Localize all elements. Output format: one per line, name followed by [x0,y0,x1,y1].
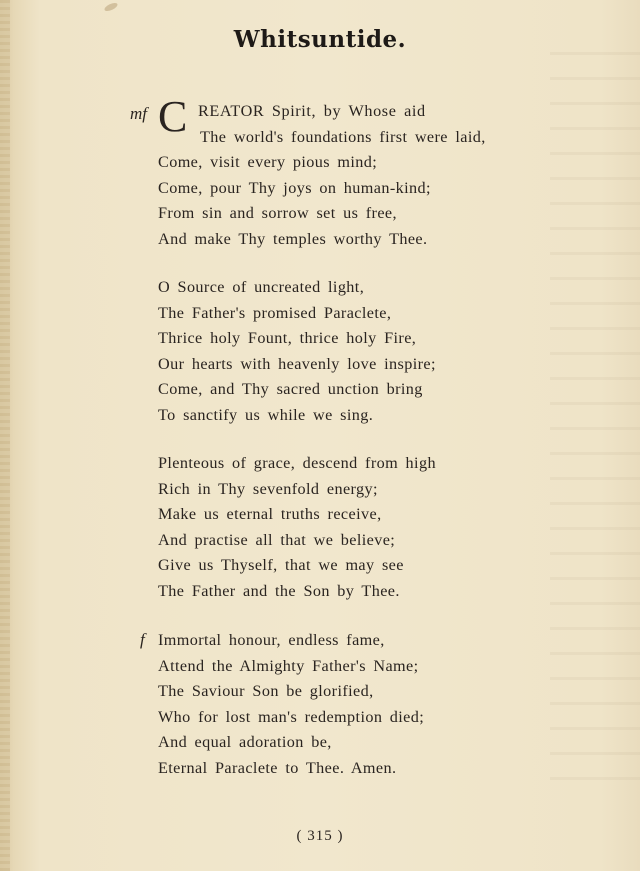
verse-line: Rich in Thy sevenfold energy; [158,479,378,498]
verse-line: And make Thy temples worthy Thee. [158,229,428,248]
verse-line: Thrice holy Fount, thrice holy Fire, [158,329,417,347]
stanza-3 [158,451,436,604]
verse-line: The Father and the Son by Thee. [158,581,400,600]
verse-line: The Father's promised Paraclete, [158,303,392,322]
ink-smudge [103,1,118,12]
verse-line: Attend the Almighty Father's Name; [158,656,419,675]
verse-line: Who for lost man's redemption died; [158,707,425,726]
verse-line: And practise all that we believe; [158,530,396,549]
verse-line: Give us Thyself, that we may see [158,556,404,574]
page-edge [0,0,10,871]
stanza-1 [158,99,486,252]
verse-line: Come, pour Thy joys on human-kind; [158,178,431,197]
drop-cap: C [158,92,188,141]
verse-line: Eternal Paraclete to Thee. Amen. [158,758,397,777]
verse-line: To sanctify us while we sing. [158,405,374,424]
verse-line: Our hearts with heavenly love inspire; [158,354,436,373]
verse-line: The Saviour Son be glorified, [158,682,374,700]
stanza-4 [158,628,424,781]
verse-line: And equal adoration be, [158,733,332,751]
verse-line: Make us eternal truths receive, [158,505,382,523]
verse-line: Plenteous of grace, descend from high [158,454,436,472]
verse-line: REATOR Spirit, by Whose aid [198,102,426,120]
stanza-2 [158,275,436,428]
page-title: Whitsuntide. [233,26,407,53]
bleed-through [550,30,640,790]
dynamic-marking-mf: mf [130,104,147,123]
verse-line: The world's foundations first were laid, [200,127,486,146]
verse-line: Immortal honour, endless fame, [158,631,385,649]
verse-line: O Source of uncreated light, [158,278,365,296]
verse-line: Come, visit every pious mind; [158,153,378,171]
dynamic-marking-f: f [140,630,145,649]
verse-line: Come, and Thy sacred unction bring [158,380,423,398]
verse-line: From sin and sorrow set us free, [158,204,397,222]
page-number: ( 315 ) [296,828,344,844]
